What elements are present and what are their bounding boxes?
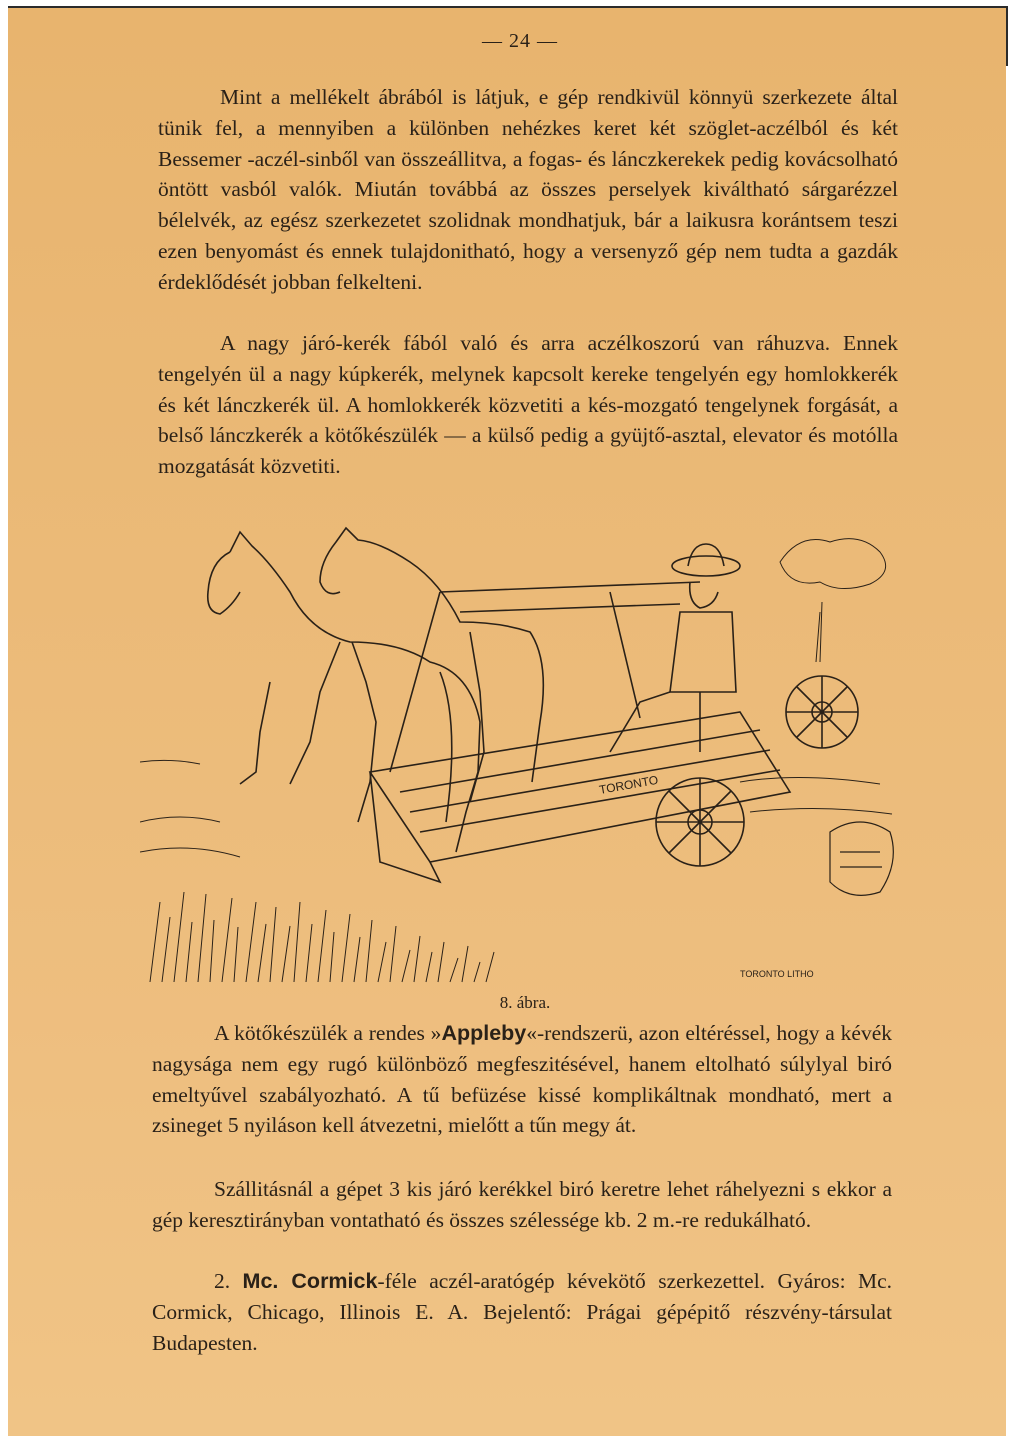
horse-right bbox=[320, 528, 543, 802]
p2-text-before: A kötőkészülék a rendes » bbox=[214, 1021, 442, 1045]
paragraph-transport: Szállitásnál a gépet 3 kis járó kerékkel biró keretre lehet ráhelyezni s ekkor a gép keresztirányban vontatható és összes szélessége kb. 2 m.-re redukálható. bbox=[152, 1177, 892, 1232]
paragraph-mccormick bbox=[152, 1266, 892, 1358]
reaper-machine bbox=[370, 582, 858, 882]
horse-left bbox=[208, 532, 480, 852]
tree bbox=[780, 539, 886, 662]
page-number: — 24 — bbox=[482, 30, 558, 52]
figure-caption: 8. ábra. bbox=[499, 993, 551, 1012]
appleby-term: Appleby bbox=[441, 1021, 527, 1045]
machine-label: TORONTO bbox=[598, 772, 660, 797]
p4-text-after: -féle aczél-aratógép kévekötő szerkezettel. Gyáros: Mc. Cormick, Chicago, Illinois E. A. Bejelentő: Prágai gépépitő részvény-társulat Budapesten. bbox=[152, 1269, 892, 1355]
p2-text-after: «-rendszerü, azon eltéréssel, hogy a kévék nagysága nem egy rugó különböző megfeszitésével, hanem eltolható súlylyal biró emeltyűvel szabályozható. A tű befüzése kissé komplikáltnak mondható, mert a zsineget 5 nyiláson kell átvezetni, mielőtt a tűn megy át. bbox=[152, 1021, 892, 1138]
engraver-label: TORONTO LITHO bbox=[740, 969, 814, 979]
sheaves bbox=[830, 822, 893, 895]
paragraph-binding-device bbox=[152, 1018, 892, 1141]
paragraph-drive-wheel: A nagy járó-kerék fából való és arra aczélkoszorú van ráhuzva. Ennek tengelyén ül a nagy kúpkerék, melynek kapcsolt kereke tengelyén egy homlokkerék és két lánczkerék ül. A homlokkerék közvetiti a kés-mozgató tengelynek forgását, a belső lánczkerék a kötőkészülék — a külső pedig a gyüjtő-asztal, elevator és motólla mozgatását közvetiti. bbox=[158, 331, 898, 479]
item-number: 2. bbox=[214, 1269, 231, 1293]
paragraph-machine-construction: Mint a mellékelt ábrából is látjuk, e gép rendkivül könnyü szerkezete által tünik fel, a mennyiben a különben nehézkes keret két szöglet-aczélból és két Bessemer -aczél-sinből van összeállitva, a fogas- és lánczkerekek pedig kovácsolható öntött vasból valók. Miután továbbá az összes perselyek kiváltható sárgarézzel bélelvék, az egész szerkezetet szolidnak mondhatjuk, bár a laikusra korántsem teszi ezen benyomást és ennek tulajdonitható, hogy a versenyző gép nem tudta a gazdák érdeklődését jobban felkelteni. bbox=[158, 85, 898, 294]
mccormick-term: Mc. Cormick bbox=[242, 1269, 378, 1293]
driver bbox=[610, 544, 740, 752]
reaper-illustration bbox=[140, 522, 900, 984]
